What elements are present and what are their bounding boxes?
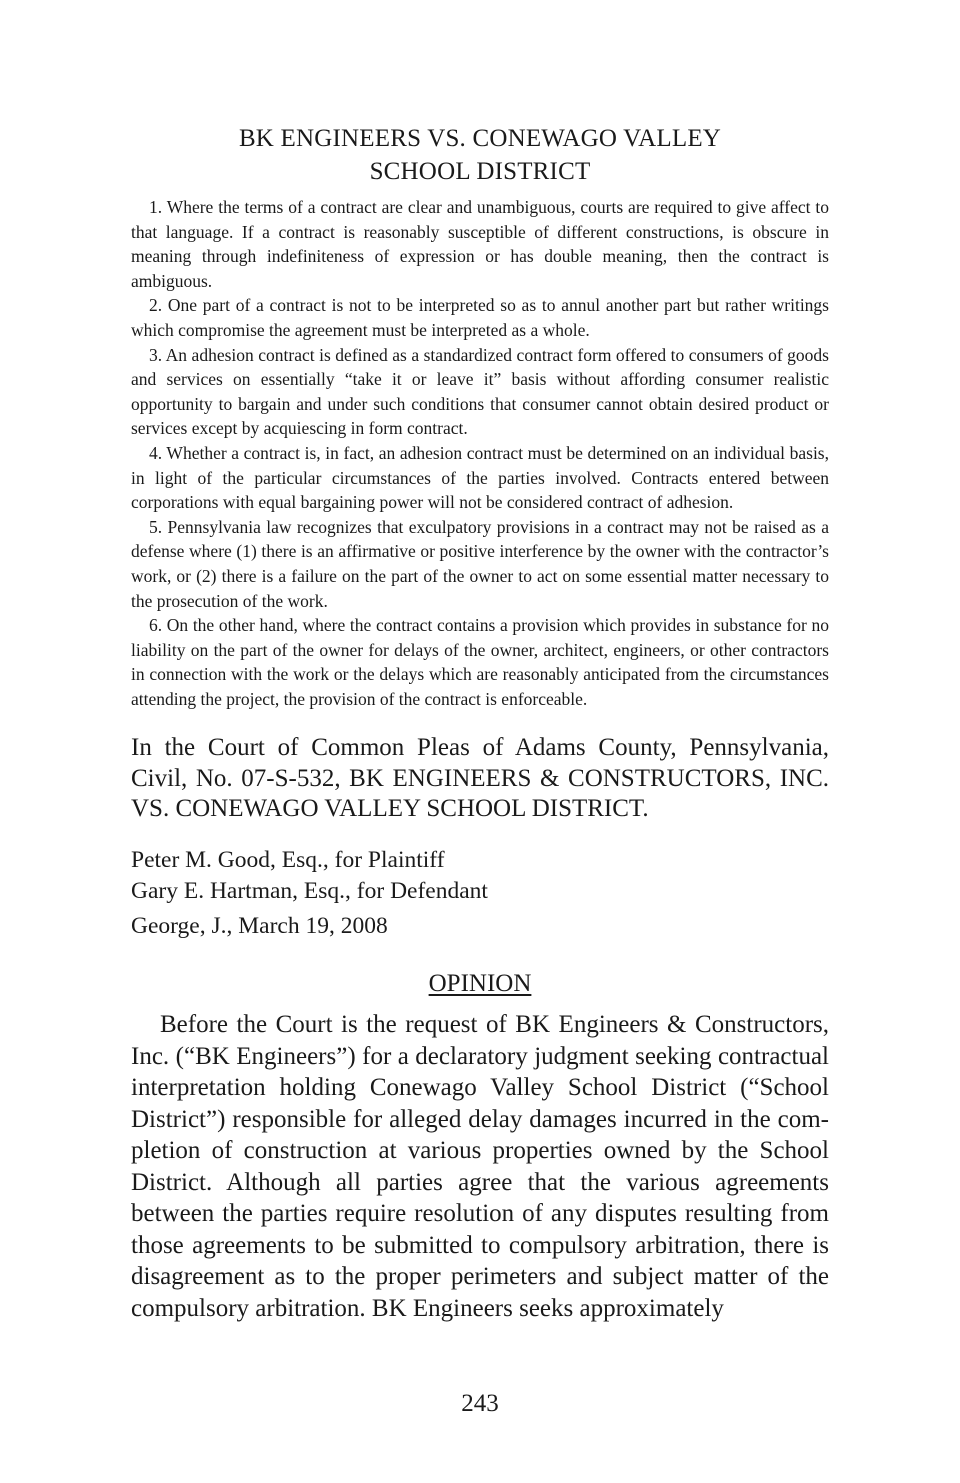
opinion-paragraph: Before the Court is the request of BK Engineers & Constructors, Inc. (“BK Engineers”) for a declaratory judgment seeking contractual interpretation holding Conewago Valley School District (“School District”) responsible for alleged delay damages incurred in the completion of construction at various properties owned by the School District. Although all parties agree that the various agreements between the parties require resolution of any disputes resulting from those agreements to be submitted to compulsory arbitration, there is disagreement as to the proper perimeters and subject matter of the compulsory arbitration. BK Engineers seeks approximately [131,1011,829,1322]
page-number: 243 [461,1390,499,1417]
headnote: 4. Whether a contract is, in fact, an adhesion contract must be determined on an individual basis, in light of the particular circumstances of the parties involved. Contracts entered between corporations with equal bargaining power will not be considered contract of adhesion. [131,442,829,513]
judge-date-line: George, J., March 19, 2008 [131,912,388,939]
case-title-line-2: SCHOOL DISTRICT [369,158,591,185]
headnote: 1. Where the terms of a contract are clear and unambiguous, courts are required to give affect to that language. If a contract is reasonably susceptible of different constructions, is obscure in meaning through indefiniteness of expression or has double meaning, then the contract is ambiguous. [131,197,829,291]
counsel-block [131,845,829,943]
headnote: 5. Pennsylvania law recognizes that exculpatory provisions in a contract may not be raised as a defense where (1) there is an affirmative or positive interference by the owner with the contractor’s work, or (2) there is a failure on the part of the owner to act on some essential matter necessary to the prosecution of the work. [131,516,829,611]
headnote: 6. On the other hand, where the contract contains a provision which provides in substance for no liability on the part of the owner for delays of the owner, architect, engineers, or other contractors in connection with the work or the delays which are reasonably anticipated from the circumstances attending the project, the provision of the contract is enforceable. [131,615,829,709]
opinion-heading: OPINION [428,970,532,998]
case-title [131,122,829,188]
headnote: 2. One part of a contract is not to be interpreted so as to annul another part but rather writings which compromise the agreement must be interpreted as a whole. [131,295,829,340]
court-info: In the Court of Common Pleas of Adams County, Pennsylvania, Civil, No. 07-S-532, BK ENGINEERS & CONSTRUCTORS, INC. VS. CONEWAGO VALLEY SCHOOL DISTRICT. [131,734,829,823]
headnotes [131,195,829,711]
case-title-line-1: BK ENGINEERS VS. CONEWAGO VALLEY [238,125,722,152]
plaintiff-counsel: Peter M. Good, Esq., for Plaintiff [131,846,445,873]
headnote: 3. An adhesion contract is defined as a standardized contract form offered to consumers of goods and services on essentially “take it or leave it” basis without affording consumer realistic opportunity to bargain and under such conditions that consumer cannot obtain desired product or services except by acquiescing in form contract. [131,344,829,439]
defendant-counsel: Gary E. Hartman, Esq., for Defendant [131,878,488,905]
document-page [131,122,829,1324]
